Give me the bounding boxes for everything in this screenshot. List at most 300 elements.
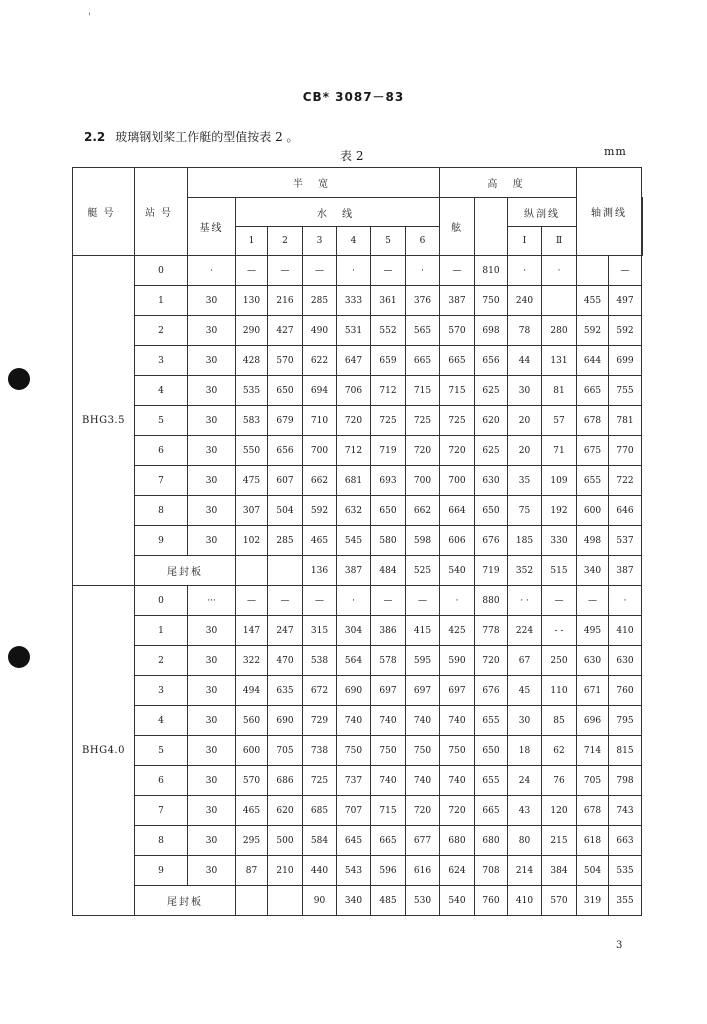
table-cell: 685 — [303, 796, 337, 826]
table-cell: 550 — [236, 436, 268, 466]
table-cell: 216 — [268, 286, 303, 316]
table-cell: 30 — [188, 796, 236, 826]
table-cell: 600 — [236, 736, 268, 766]
head-sheer: 舷 — [440, 198, 475, 256]
table-row — [73, 856, 643, 886]
table-cell: 147 — [236, 616, 268, 646]
table-cell: 485 — [371, 886, 406, 916]
table-cell: 30 — [188, 676, 236, 706]
table-cell: 247 — [268, 616, 303, 646]
table-cell: 755 — [609, 376, 642, 406]
table-cell: 624 — [440, 856, 475, 886]
station-cell: 4 — [135, 706, 188, 736]
table-cell: 295 — [236, 826, 268, 856]
table-cell: 315 — [303, 616, 337, 646]
table-cell: 675 — [577, 436, 609, 466]
table-cell: 455 — [577, 286, 609, 316]
table-cell: 552 — [371, 316, 406, 346]
table-row — [73, 736, 643, 766]
table-cell: 710 — [303, 406, 337, 436]
table-cell: 606 — [440, 526, 475, 556]
boat-model: BHG4.0 — [73, 586, 135, 916]
table-cell: 679 — [268, 406, 303, 436]
table-cell: 30 — [188, 856, 236, 886]
page-number: 3 — [616, 940, 623, 951]
table-cell — [577, 256, 609, 286]
table-cell: — — [303, 256, 337, 286]
table-cell: 560 — [236, 706, 268, 736]
table-cell: 543 — [337, 856, 371, 886]
table-cell: 214 — [508, 856, 542, 886]
table-cell: ··· — [188, 586, 236, 616]
table-cell: — — [542, 586, 577, 616]
table-cell: — — [303, 586, 337, 616]
table-cell: 722 — [609, 466, 642, 496]
table-cell: 35 — [508, 466, 542, 496]
table-cell: 530 — [406, 886, 440, 916]
table-cell: — — [268, 586, 303, 616]
table-cell: 322 — [236, 646, 268, 676]
table-cell: 697 — [440, 676, 475, 706]
table-cell: · — [188, 256, 236, 286]
table-cell: 570 — [440, 316, 475, 346]
table-cell: 705 — [577, 766, 609, 796]
table-cell: 655 — [577, 466, 609, 496]
table-cell: 20 — [508, 436, 542, 466]
head-half-breadth: 半 宽 — [188, 168, 440, 198]
table-cell: 24 — [508, 766, 542, 796]
head-waterline-4: 4 — [337, 227, 371, 256]
table-cell: 632 — [337, 496, 371, 526]
table-cell: 686 — [268, 766, 303, 796]
table-cell: 700 — [406, 466, 440, 496]
table-row — [73, 526, 643, 556]
station-cell: 4 — [135, 376, 188, 406]
table-row — [73, 436, 643, 466]
table-cell — [236, 886, 268, 916]
table-cell: 45 — [508, 676, 542, 706]
table-cell: · — [337, 586, 371, 616]
table-cell: 620 — [475, 406, 508, 436]
table-cell: 355 — [609, 886, 642, 916]
table-cell: 740 — [371, 706, 406, 736]
table-cell: 376 — [406, 286, 440, 316]
table-row — [73, 706, 643, 736]
table-cell: 427 — [268, 316, 303, 346]
table-cell: 671 — [577, 676, 609, 706]
table-row — [73, 316, 643, 346]
table-cell: · — [440, 586, 475, 616]
table-cell: — — [406, 586, 440, 616]
head-waterline-3: 3 — [303, 227, 337, 256]
table-cell: 665 — [475, 796, 508, 826]
table-cell: 210 — [268, 856, 303, 886]
table-cell: 428 — [236, 346, 268, 376]
table-cell: 729 — [303, 706, 337, 736]
station-cell: 9 — [135, 856, 188, 886]
table-cell: — — [371, 586, 406, 616]
table-cell: 30 — [188, 496, 236, 526]
table-cell: — — [577, 586, 609, 616]
table-cell: 694 — [303, 376, 337, 406]
table-cell: 224 — [508, 616, 542, 646]
table-cell: 340 — [577, 556, 609, 586]
table-cell: 650 — [475, 736, 508, 766]
table-cell: 538 — [303, 646, 337, 676]
table-cell — [236, 556, 268, 586]
table-title: 表 2 — [340, 149, 364, 163]
table-cell: 795 — [609, 706, 642, 736]
table-cell: 740 — [371, 766, 406, 796]
station-cell: 3 — [135, 346, 188, 376]
station-cell: 5 — [135, 736, 188, 766]
table-cell: 712 — [337, 436, 371, 466]
table-cell: 570 — [268, 346, 303, 376]
table-cell: 30 — [188, 466, 236, 496]
transom-label: 尾封板 — [135, 886, 236, 916]
table-cell: 136 — [303, 556, 337, 586]
table-row — [73, 676, 643, 706]
table-cell: 737 — [337, 766, 371, 796]
table-cell: 30 — [188, 826, 236, 856]
station-cell: 0 — [135, 586, 188, 616]
table-cell: 662 — [406, 496, 440, 526]
table-row — [73, 406, 643, 436]
table-cell: 740 — [440, 766, 475, 796]
table-cell: 361 — [371, 286, 406, 316]
table-cell: 285 — [268, 526, 303, 556]
table-cell: - - — [542, 616, 577, 646]
head-baseline: 基线 — [188, 198, 236, 256]
table-cell: 75 — [508, 496, 542, 526]
table-cell: 635 — [268, 676, 303, 706]
table-cell: 494 — [236, 676, 268, 706]
table-cell: 740 — [337, 706, 371, 736]
table-cell: 607 — [268, 466, 303, 496]
table-cell: 665 — [406, 346, 440, 376]
table-cell: 465 — [236, 796, 268, 826]
head-waterline: 水 线 — [236, 198, 440, 227]
table-cell: 71 — [542, 436, 577, 466]
table-cell: 250 — [542, 646, 577, 676]
table-cell: 18 — [508, 736, 542, 766]
table-cell: 781 — [609, 406, 642, 436]
table-cell: 307 — [236, 496, 268, 526]
table-row — [73, 346, 643, 376]
head-axis: 轴測线 — [577, 168, 642, 256]
table-cell: 570 — [542, 886, 577, 916]
table-cell: 665 — [577, 376, 609, 406]
table-cell: 415 — [406, 616, 440, 646]
head-waterline-5: 5 — [371, 227, 406, 256]
table-cell: 750 — [475, 286, 508, 316]
table-cell: 30 — [188, 346, 236, 376]
table-cell: 650 — [475, 496, 508, 526]
table-cell: 664 — [440, 496, 475, 526]
table-cell: 678 — [577, 796, 609, 826]
table-cell: 240 — [508, 286, 542, 316]
table-cell: 720 — [337, 406, 371, 436]
table-cell: 680 — [475, 826, 508, 856]
table-cell: 531 — [337, 316, 371, 346]
station-cell: 9 — [135, 526, 188, 556]
table-cell: 185 — [508, 526, 542, 556]
table-cell: 515 — [542, 556, 577, 586]
table-cell: 30 — [188, 616, 236, 646]
table-row — [73, 646, 643, 676]
station-cell: 1 — [135, 286, 188, 316]
table-cell: 90 — [303, 886, 337, 916]
table-cell: 655 — [475, 766, 508, 796]
table-cell: 720 — [406, 436, 440, 466]
table-cell: 102 — [236, 526, 268, 556]
table-cell: — — [268, 256, 303, 286]
table-cell: — — [609, 256, 642, 286]
table-cell: 700 — [303, 436, 337, 466]
table-cell: 592 — [609, 316, 642, 346]
table-cell: 564 — [337, 646, 371, 676]
table-cell: 578 — [371, 646, 406, 676]
table-cell: 720 — [475, 646, 508, 676]
table-cell: 30 — [188, 316, 236, 346]
table-cell: 410 — [508, 886, 542, 916]
table-cell: 750 — [406, 736, 440, 766]
table-cell: 30 — [188, 736, 236, 766]
station-cell: 6 — [135, 766, 188, 796]
table-cell: 304 — [337, 616, 371, 646]
table-cell: 565 — [406, 316, 440, 346]
table-cell: 30 — [188, 376, 236, 406]
table-cell: 384 — [542, 856, 577, 886]
table-cell: 596 — [371, 856, 406, 886]
table-cell: 30 — [188, 526, 236, 556]
table-cell: · — [609, 586, 642, 616]
table-cell: 725 — [406, 406, 440, 436]
table-cell: 720 — [440, 436, 475, 466]
table-cell: 677 — [406, 826, 440, 856]
table-cell: 625 — [475, 376, 508, 406]
table-cell: · — [508, 256, 542, 286]
station-cell: 7 — [135, 796, 188, 826]
intro-line — [84, 128, 299, 145]
section-number: 2.2 — [84, 130, 106, 144]
table-cell: 333 — [337, 286, 371, 316]
table-cell: 681 — [337, 466, 371, 496]
table-cell: 504 — [577, 856, 609, 886]
table-cell: 676 — [475, 526, 508, 556]
table-cell: 490 — [303, 316, 337, 346]
table-cell: 740 — [406, 766, 440, 796]
head-buttock-1: Ⅰ — [508, 227, 542, 256]
table-cell: 740 — [440, 706, 475, 736]
table-cell: 109 — [542, 466, 577, 496]
table-cell: 57 — [542, 406, 577, 436]
table-cell: 280 — [542, 316, 577, 346]
table-cell: 663 — [609, 826, 642, 856]
table-cell: 30 — [188, 706, 236, 736]
offsets-table — [72, 167, 643, 916]
table-cell: 30 — [188, 766, 236, 796]
station-cell: 5 — [135, 406, 188, 436]
table-cell — [542, 286, 577, 316]
table-cell: 672 — [303, 676, 337, 706]
table-cell: 30 — [188, 406, 236, 436]
table-cell: 43 — [508, 796, 542, 826]
transom-row — [73, 886, 643, 916]
station-cell: 3 — [135, 676, 188, 706]
table-cell: 215 — [542, 826, 577, 856]
table-cell: 680 — [440, 826, 475, 856]
table-cell: 290 — [236, 316, 268, 346]
table-cell: 707 — [337, 796, 371, 826]
station-cell: 8 — [135, 496, 188, 526]
head-station-no: 站号 — [135, 168, 188, 256]
table-cell: 622 — [303, 346, 337, 376]
table-cell: 719 — [371, 436, 406, 466]
table-row — [73, 466, 643, 496]
table-cell: 618 — [577, 826, 609, 856]
punch-hole-icon — [8, 368, 30, 390]
table-cell: — — [440, 256, 475, 286]
table-cell: 81 — [542, 376, 577, 406]
table-cell: 440 — [303, 856, 337, 886]
table-cell: 714 — [577, 736, 609, 766]
table-cell: 665 — [440, 346, 475, 376]
table-cell: 600 — [577, 496, 609, 526]
table-cell: 810 — [475, 256, 508, 286]
table-cell: 495 — [577, 616, 609, 646]
table-cell: 760 — [475, 886, 508, 916]
table-cell: 665 — [371, 826, 406, 856]
boat-model: BHG3.5 — [73, 256, 135, 586]
table-cell: 620 — [268, 796, 303, 826]
table-cell: 778 — [475, 616, 508, 646]
table-cell: 192 — [542, 496, 577, 526]
stray-mark: ' — [88, 12, 91, 23]
table-cell: 583 — [236, 406, 268, 436]
table-row — [73, 286, 643, 316]
station-cell: 6 — [135, 436, 188, 466]
table-cell: 738 — [303, 736, 337, 766]
table-cell: 750 — [371, 736, 406, 766]
station-cell: 1 — [135, 616, 188, 646]
table-cell: · — [406, 256, 440, 286]
table-cell: 770 — [609, 436, 642, 466]
table-cell: 676 — [475, 676, 508, 706]
table-cell: · — [542, 256, 577, 286]
table-cell: 85 — [542, 706, 577, 736]
table-row — [73, 376, 643, 406]
table-cell: 465 — [303, 526, 337, 556]
table-cell: 697 — [371, 676, 406, 706]
table-cell: 484 — [371, 556, 406, 586]
head-sheer-blank — [475, 198, 508, 256]
table-cell: 678 — [577, 406, 609, 436]
table-cell: 545 — [337, 526, 371, 556]
station-cell: 2 — [135, 316, 188, 346]
table-cell: · — [337, 256, 371, 286]
table-cell: 725 — [371, 406, 406, 436]
table-cell: 537 — [609, 526, 642, 556]
table-cell: 697 — [406, 676, 440, 706]
table-cell: 712 — [371, 376, 406, 406]
table-row — [73, 766, 643, 796]
table-row — [73, 496, 643, 526]
table-cell: 410 — [609, 616, 642, 646]
table-cell: 540 — [440, 556, 475, 586]
table-cell: 696 — [577, 706, 609, 736]
table-cell: 630 — [577, 646, 609, 676]
table-cell: 498 — [577, 526, 609, 556]
head-waterline-6: 6 — [406, 227, 440, 256]
table-cell: — — [371, 256, 406, 286]
table-cell: 715 — [440, 376, 475, 406]
table-cell: 387 — [440, 286, 475, 316]
table-cell: 44 — [508, 346, 542, 376]
table-cell: 475 — [236, 466, 268, 496]
table-cell: 715 — [406, 376, 440, 406]
table-cell: — — [236, 256, 268, 286]
head-height: 高 度 — [440, 168, 577, 198]
table-cell: 352 — [508, 556, 542, 586]
table-cell: 815 — [609, 736, 642, 766]
table-cell: 662 — [303, 466, 337, 496]
table-cell: 715 — [371, 796, 406, 826]
table-cell: 699 — [609, 346, 642, 376]
table-cell: 386 — [371, 616, 406, 646]
station-cell: 7 — [135, 466, 188, 496]
table-cell: 78 — [508, 316, 542, 346]
table-cell: 720 — [406, 796, 440, 826]
table-cell: 656 — [475, 346, 508, 376]
table-cell: 592 — [577, 316, 609, 346]
table-cell: 425 — [440, 616, 475, 646]
head-buttock-2: Ⅱ — [542, 227, 577, 256]
table-cell: 655 — [475, 706, 508, 736]
unit-label: mm — [604, 145, 627, 158]
table-row — [73, 616, 643, 646]
table-cell: — — [236, 586, 268, 616]
station-cell: 2 — [135, 646, 188, 676]
table-cell: 725 — [440, 406, 475, 436]
table-cell: 387 — [337, 556, 371, 586]
table-row — [73, 826, 643, 856]
table-cell: 535 — [609, 856, 642, 886]
table-cell: 750 — [337, 736, 371, 766]
table-cell: 319 — [577, 886, 609, 916]
table-cell: 706 — [337, 376, 371, 406]
head-waterline-1: 1 — [236, 227, 268, 256]
table-cell: 87 — [236, 856, 268, 886]
table-cell — [268, 556, 303, 586]
table-cell: 584 — [303, 826, 337, 856]
station-cell: 0 — [135, 256, 188, 286]
table-cell: 708 — [475, 856, 508, 886]
table-cell: 120 — [542, 796, 577, 826]
table-cell: 30 — [188, 286, 236, 316]
table-cell: 580 — [371, 526, 406, 556]
transom-row — [73, 556, 643, 586]
table-cell: 30 — [508, 706, 542, 736]
table-cell: 650 — [268, 376, 303, 406]
table-cell: 30 — [188, 646, 236, 676]
table-cell: 470 — [268, 646, 303, 676]
table-cell: 387 — [609, 556, 642, 586]
table-cell: 760 — [609, 676, 642, 706]
document-header: CB* 3087－83 — [302, 90, 405, 104]
table-cell: 750 — [440, 736, 475, 766]
table-cell: 743 — [609, 796, 642, 826]
